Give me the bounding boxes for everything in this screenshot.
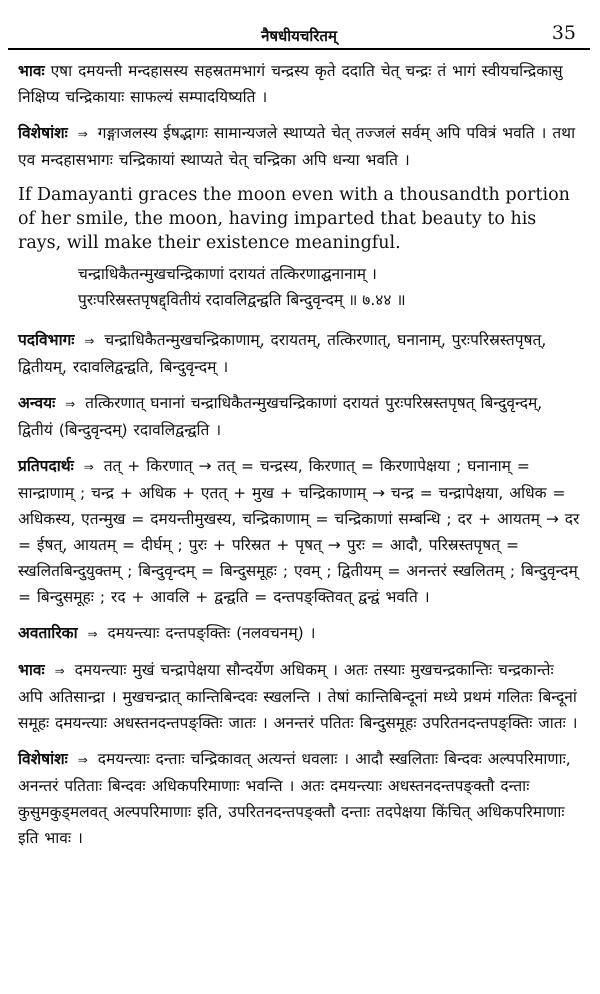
running-title: नैषधीयचरितम्	[261, 27, 337, 45]
arrow-icon: ⇒	[77, 127, 88, 141]
pratipadartha-label: प्रतिपदार्थः	[18, 457, 74, 475]
bhava-label-2: भावः	[18, 661, 45, 679]
arrow-icon: ⇒	[84, 334, 95, 348]
arrow-icon: ⇒	[77, 753, 88, 767]
arrow-icon: ⇒	[65, 397, 76, 411]
vishesh-label: विशेषांशः	[18, 124, 68, 142]
running-header	[8, 6, 590, 50]
avatarika-label: अवतारिका	[18, 624, 78, 642]
padavibhaga-text: चन्द्राधिकैतन्मुखचन्द्रिकाणाम्, दरायतम्, तत्किरणात्, घनानाम्, पुरःपरिस्रस्तपृषत्, द्वितीयम्, रदावलिद्वन्द्वति, बिन्दुवृन्दम् ।	[18, 331, 547, 376]
bhava-label: भावः	[18, 62, 45, 80]
arrow-icon: ⇒	[87, 627, 98, 641]
anvaya-paragraph	[18, 390, 582, 443]
avatarika-text: दमयन्त्याः दन्तपङ्क्तिः (नलवचनम्) ।	[107, 624, 316, 642]
vishesh-text-2: दमयन्त्याः दन्ताः चन्द्रिकावत् अत्यन्तं धवलाः । आदौ स्खलिताः बिन्दवः अल्पपरिमाणाः, अनन्तरं पतिताः बिन्दवः अधिकपरिमाणाः भवन्ति । अतः दमयन्त्याः अधस्तनदन्तपङ्क्तौ दन्ताः कुसुमकुड्मलवत् अल्पपरिमाणाः इति, उपरितनदन्तपङ्क्तौ दन्ताः तदपेक्षया किंचित् अधिकपरिमाणाः इति भावः ।	[18, 750, 571, 847]
vishesh-text: गङ्गाजलस्य ईषद्भागः सामान्यजले स्थाप्यते चेत् तज्जलं सर्वम् अपि पवित्रं भवति । तथा एव मन्दहासभागः चन्द्रिकायां स्थाप्यते चेत् चन्द्रिका अपि धन्या भवति ।	[18, 124, 576, 169]
vishesh-paragraph-2	[18, 746, 582, 851]
bhava-paragraph	[18, 58, 582, 110]
vishesh-label-2: विशेषांशः	[18, 750, 68, 768]
bhava-paragraph-2	[18, 657, 582, 736]
page-number: 35	[551, 22, 576, 44]
arrow-icon: ⇒	[83, 460, 94, 474]
bhava-text-2: दमयन्त्याः मुखं चन्द्रापेक्षया सौन्दर्येण अधिकम् । अतः तस्याः मुखचन्द्रकान्तिः चन्द्रकान्तेः अपि अतिसान्द्रा । मुखचन्द्रात् कान्तिबिन्दवः स्खलन्ति । तेषां कान्तिबिन्दूनां मध्ये प्रथमं गलितः बिन्दूनां समूहः दमयन्त्याः अधस्तनदन्तपङ्क्तिः जातः । अनन्तरं पतितः बिन्दुसमूहः उपरितनदन्तपङ्क्तिः जातः ।	[18, 661, 578, 732]
verse-line-2: पुरःपरिस्रस्तपृषद्द्वितीयं रदावलिद्वन्द्वति बिन्दुवृन्दम् ॥ ७.४४ ॥	[78, 291, 406, 309]
anvaya-label: अन्वयः	[18, 394, 56, 412]
arrow-icon: ⇒	[54, 664, 65, 678]
english-translation: If Damayanti graces the moon even with a thousandth portion of her smile, the moon, having imparted that beauty to his rays, will make their existence meaningful.	[18, 185, 570, 253]
bhava-text: एषा दमयन्ती मन्दहासस्य सहस्रतमभागं चन्द्रस्य कृते ददाति चेत् चन्द्रः तं भागं स्वीयचन्द्रिकासु निक्षिप्य चन्द्रिकायाः साफल्यं सम्पादयिष्यति ।	[18, 62, 563, 106]
pratipadartha-paragraph	[18, 453, 582, 610]
header-rule	[8, 48, 590, 50]
vishesh-paragraph	[18, 120, 582, 173]
anvaya-text: तत्किरणात् घनानां चन्द्राधिकैतन्मुखचन्द्रिकाणां दरायतं पुरःपरिस्रस्तपृषत् बिन्दुवृन्दम्, द्वितीयं (बिन्दुवृन्दम्) रदावलिद्वन्द्वति ।	[18, 394, 543, 439]
page-body	[18, 58, 582, 861]
avatarika-paragraph	[18, 620, 582, 647]
padavibhaga-paragraph	[18, 327, 582, 380]
verse-block	[78, 261, 582, 313]
verse-line-1: चन्द्राधिकैतन्मुखचन्द्रिकाणां दरायतं तत्किरणाद्घनानाम् ।	[78, 265, 377, 283]
padavibhaga-label: पदविभागः	[18, 331, 75, 349]
pratipadartha-text: तत् + किरणात् → तत् = चन्द्रस्य, किरणात् = किरणापेक्षया ; घनानाम् = सान्द्राणाम् ; चन्द्र + अधिक + एतत् + मुख + चन्द्रिकाणाम् → चन्द्र = चन्द्रापेक्षया, अधिक = अधिकस्य, एतन्मुख = दमयन्तीमुखस्य, चन्द्रिकाणाम् = चन्द्रिकाणां सम्बन्धि ; दर + आयतम् → दर = ईषत्, आयतम् = दीर्घम् ; पुरः + परिस्रत + पृषत् → पुरः = आदौ, परिस्रस्तपृषत् = स्खलितबिन्दुयुक्तम् ; बिन्दुवृन्दम् = बिन्दुसमूहः ; एवम् ; द्वितीयम् = अनन्तरं स्खलितम् ; बिन्दुवृन्दम् = बिन्दुसमूहः ; रद + आवलि + द्वन्द्वति = दन्तपङ्क्तिवत् द्वन्द्वं भवति ।	[18, 457, 580, 606]
